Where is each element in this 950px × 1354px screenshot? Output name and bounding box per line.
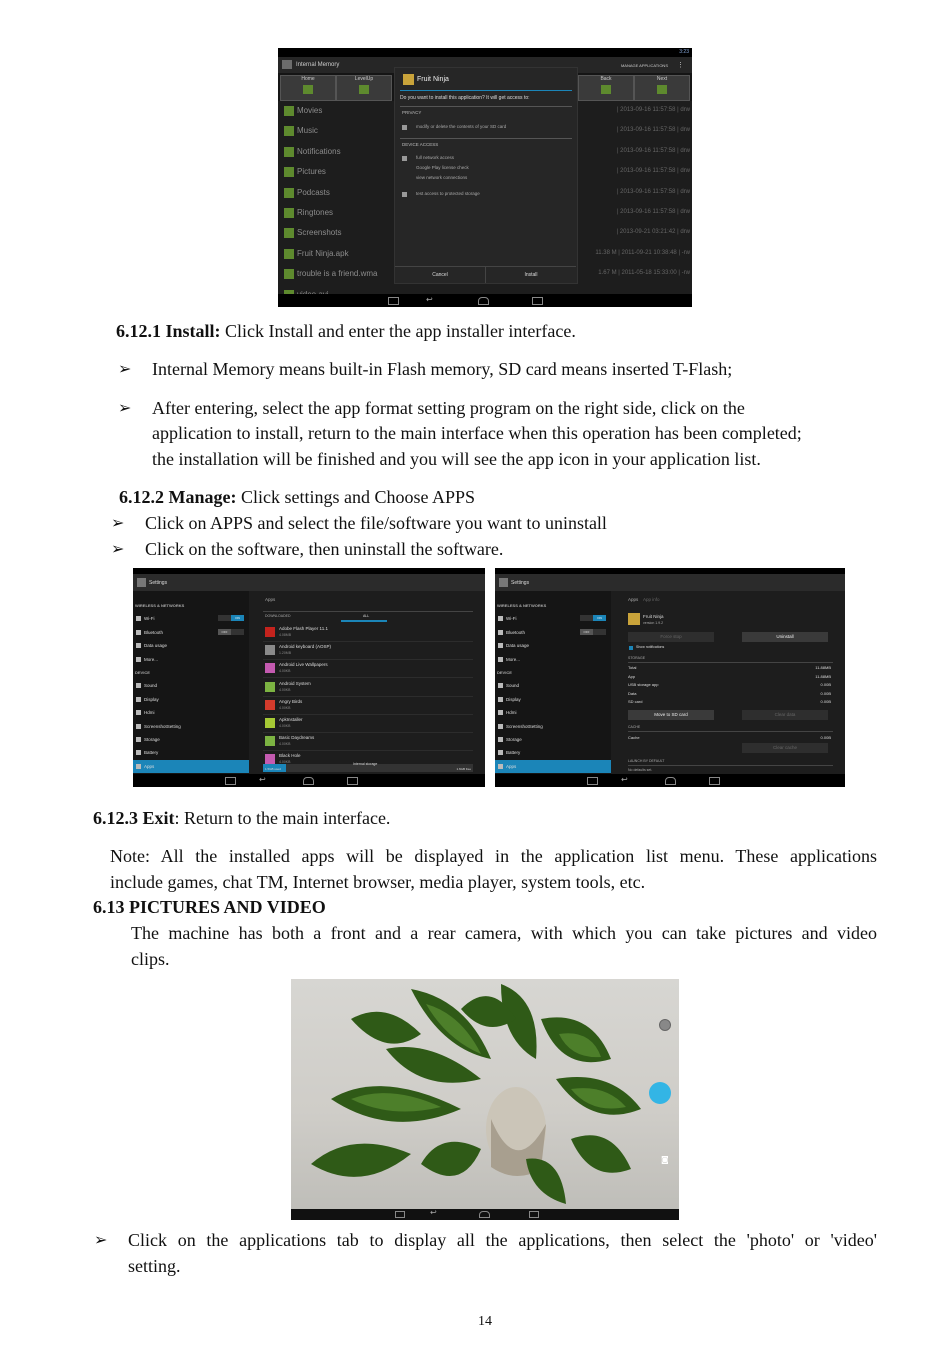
settings-icon — [499, 578, 508, 587]
sidebar-item-label: Sound — [506, 683, 520, 689]
toggle-switch[interactable] — [218, 629, 244, 635]
settings-menu — [495, 591, 611, 774]
storage-row-value: 0.00B — [820, 682, 831, 688]
storage-bar — [263, 764, 473, 772]
toggle-switch[interactable] — [580, 615, 606, 621]
settings-action-bar — [495, 574, 845, 591]
file-details: | 2013-09-21 03:21:42 | drw — [616, 229, 690, 236]
tab-all[interactable]: ALL — [363, 614, 370, 618]
sidebar-item-label: Apps — [506, 763, 517, 769]
menu-item-icon — [136, 630, 141, 635]
recents-nav-icon[interactable] — [529, 1211, 539, 1218]
next-icon — [657, 85, 667, 94]
home-icon — [303, 85, 313, 94]
install-bullet-1: Internal Memory means built-in Flash memory, SD card means inserted T-Flash; — [152, 359, 733, 379]
menu-item-icon — [498, 710, 503, 715]
menu-item-icon — [498, 630, 503, 635]
toggle-on-label: ON — [231, 615, 244, 621]
note-line-1: Note: All the installed apps will be displayed in the application list menu. These applications — [110, 846, 877, 866]
camera-bullet-line-1: Click on the applications tab to display all the applications, then select the 'photo' or 'video' — [128, 1230, 877, 1250]
file-name: Notifications — [297, 146, 341, 156]
storage-row-label: Total — [628, 665, 637, 670]
sidebar-item[interactable] — [133, 653, 249, 666]
menu-item-icon — [136, 683, 141, 688]
app-size: 4.00KB — [279, 705, 291, 710]
manage-bullet-2: Click on the software, then uninstall the software. — [145, 539, 504, 559]
sidebar-item[interactable] — [495, 706, 611, 719]
file-details: 1.67 M | 2011-05-18 15:33:00 | -rw — [598, 270, 690, 277]
sidebar-item[interactable] — [495, 653, 611, 666]
dialog-question: Do you want to install this application? It will get access to: — [400, 95, 530, 101]
sidebar-item-label: Hdmi — [506, 710, 517, 716]
sidebar-item[interactable] — [133, 760, 249, 773]
sidebar-item[interactable] — [133, 693, 249, 706]
menu-item-icon — [136, 710, 141, 715]
sidebar-item[interactable] — [495, 626, 611, 639]
toggle-switch[interactable] — [218, 615, 244, 621]
storage-row-label: App — [628, 673, 636, 679]
force-stop-button[interactable]: Force stop — [628, 632, 714, 642]
sidebar-item-label: Apps — [144, 763, 155, 769]
sidebar-item-label: More... — [506, 656, 521, 662]
app-name: ApkInstaller — [279, 717, 303, 722]
sidebar-item-label: Storage — [144, 737, 160, 742]
settings-menu — [133, 591, 249, 774]
settings-icon — [137, 578, 146, 587]
storage-icon — [402, 192, 407, 197]
app-name: Black Hole — [279, 753, 301, 759]
app-icon — [265, 663, 275, 673]
app-info-header: Apps — [628, 597, 639, 602]
fruit-ninja-icon — [403, 74, 414, 85]
file-details: | 2013-09-16 11:57:58 | drw — [616, 209, 690, 215]
folder-icon — [282, 60, 292, 69]
cache-value: 0.00B — [820, 735, 831, 740]
sidebar-item-label: Wi-Fi — [144, 616, 155, 622]
back-nav-icon[interactable]: ↩ — [430, 1208, 437, 1217]
file-name: Fruit Ninja.apk — [297, 248, 349, 258]
app-list-item[interactable] — [263, 714, 473, 733]
app-name: Android Live Wallpapers — [279, 662, 328, 668]
sidebar-item[interactable] — [133, 720, 249, 733]
tab-downloaded[interactable]: DOWNLOADED — [265, 614, 291, 618]
overflow-menu-icon[interactable]: ⋮ — [677, 62, 684, 69]
camera-switch-icon[interactable] — [659, 1019, 671, 1031]
bullet-arrow-icon: ➢ — [94, 1230, 108, 1249]
app-icon — [265, 700, 275, 710]
file-name: Ringtones — [297, 208, 334, 217]
uninstall-button[interactable]: Uninstall — [742, 632, 828, 642]
app-icon — [265, 645, 275, 655]
app-name: Angry Birds — [279, 698, 303, 704]
storage-row-value: 11.88MB — [815, 665, 831, 670]
app-name: Fruit Ninja — [643, 614, 664, 619]
storage-row-label: USB storage app — [628, 682, 659, 688]
storage-row-value: 0.00B — [820, 699, 831, 705]
app-info-sub: App info — [643, 597, 660, 602]
app-icon — [265, 718, 275, 728]
fruit-ninja-icon — [628, 613, 640, 625]
wifi-icon — [402, 156, 407, 161]
file-name: Screenshots — [297, 228, 342, 238]
sidebar-item[interactable] — [133, 746, 249, 759]
sidebar-item[interactable] — [133, 612, 249, 625]
page-number: 14 — [478, 1314, 492, 1329]
usb-icon — [402, 125, 407, 130]
menu-item-icon — [498, 697, 503, 702]
show-notifications-label: Show notifications — [636, 645, 665, 649]
manage-applications-button[interactable]: MANAGE APPLICATIONS — [620, 63, 668, 68]
sidebar-item[interactable] — [133, 626, 249, 639]
settings-section-header — [495, 666, 611, 679]
storage-row-label: Data — [628, 690, 637, 696]
sidebar-item-label: Data usage — [506, 643, 530, 649]
pictures-line-1: The machine has both a front and a rear camera, with which you can take pictures and video — [131, 923, 877, 943]
menu-item-icon — [498, 737, 503, 742]
sidebar-item[interactable] — [495, 639, 611, 652]
folder-icon — [284, 106, 294, 116]
sidebar-item[interactable] — [495, 693, 611, 706]
checkbox-icon[interactable] — [629, 646, 633, 650]
toggle-off-label: OFF — [218, 629, 231, 635]
file-name: Pictures — [297, 167, 326, 177]
folder-icon — [284, 167, 294, 177]
move-to-sd-button[interactable]: Move to SD card — [628, 710, 714, 720]
folder-icon — [284, 228, 294, 238]
sidebar-item-label: Battery — [506, 750, 521, 756]
menu-item-icon — [498, 616, 503, 621]
app-list-item[interactable] — [263, 696, 473, 715]
folder-icon — [284, 208, 294, 218]
pictures-heading: 6.13 PICTURES AND VIDEO — [93, 897, 326, 917]
app-icon — [265, 682, 275, 692]
storage-row-label: SD card — [628, 699, 643, 705]
clear-cache-button[interactable]: Clear cache — [742, 743, 828, 753]
app-size: 4.00KB — [279, 687, 291, 692]
folder-icon — [284, 249, 294, 259]
home-nav-icon[interactable] — [479, 1211, 490, 1218]
shutter-button[interactable] — [649, 1082, 671, 1104]
app-size: 4.00KB — [279, 742, 291, 747]
menu-item-icon — [136, 737, 141, 742]
menu-item-icon — [498, 724, 503, 729]
menu-item-icon — [498, 750, 503, 755]
sidebar-item-label: Display — [506, 696, 521, 702]
toggle-off-label: OFF — [580, 629, 593, 635]
file-details: | 2013-09-16 11:57:58 | drw — [616, 188, 690, 195]
app-size: 4.08MB — [279, 633, 292, 637]
install-text: Click Install and enter the app installer interface. — [220, 321, 576, 341]
app-info-panel — [613, 591, 845, 774]
sidebar-item[interactable] — [495, 760, 611, 773]
settings-section-header — [495, 599, 611, 612]
dialog-title: Fruit Ninja — [417, 76, 449, 83]
back-nav-icon[interactable]: ↩ — [621, 775, 628, 784]
app-size: 4.00KB — [279, 669, 291, 674]
sidebar-item-label: Bluetooth — [144, 629, 164, 635]
sidebar-item[interactable] — [495, 733, 611, 746]
screenshot-icon[interactable] — [225, 777, 236, 785]
sidebar-item[interactable] — [495, 746, 611, 759]
storage-header: STORAGE — [628, 656, 646, 660]
apps-panel — [251, 591, 485, 774]
app-icon — [265, 627, 275, 637]
exit-heading: 6.12.3 Exit — [93, 808, 175, 828]
settings-section-header — [133, 666, 249, 679]
bullet-arrow-icon: ➢ — [111, 539, 125, 558]
recents-nav-icon[interactable] — [709, 777, 720, 785]
sidebar-item-label: Display — [144, 696, 159, 702]
levelup-icon — [359, 85, 369, 94]
file-details: | 2013-09-16 11:57:58 | drw — [616, 147, 690, 154]
menu-item-icon — [498, 683, 503, 688]
toggle-on-label: ON — [593, 615, 606, 621]
camera-bullet-line-2: setting. — [128, 1256, 181, 1276]
sidebar-item-label: Sound — [144, 683, 158, 689]
file-name: trouble is a friend.wma — [297, 269, 378, 279]
menu-item-icon — [136, 764, 141, 769]
bullet-arrow-icon: ➢ — [118, 359, 132, 378]
menu-item-icon — [498, 643, 503, 648]
manage-heading-line — [119, 485, 475, 511]
recents-nav-icon[interactable] — [347, 777, 358, 785]
screenshot-icon[interactable] — [587, 777, 598, 785]
sidebar-item-label: ScreenshotSetting — [144, 723, 181, 729]
file-name: Music — [297, 126, 318, 136]
screenshot-icon[interactable] — [395, 1211, 405, 1218]
nav-bar — [495, 774, 845, 787]
home-nav-icon[interactable] — [665, 777, 676, 785]
install-heading-line — [116, 319, 576, 345]
settings-apps-screenshot — [133, 568, 485, 787]
folder-icon — [284, 126, 294, 136]
install-dialog — [394, 67, 578, 284]
install-heading: 6.12.1 Install: — [116, 321, 221, 341]
file-details: | 2013-09-16 11:57:58 | drw — [616, 168, 690, 175]
apps-header: Apps — [265, 597, 276, 602]
bullet-arrow-icon: ➢ — [111, 513, 125, 532]
sidebar-item-label: DEVICE — [497, 670, 512, 675]
tab-back[interactable]: Back — [578, 75, 634, 101]
app-name: Adobe Flash Player 11.1 — [279, 626, 328, 631]
sidebar-item[interactable] — [495, 720, 611, 733]
storage-bar-label: Internal storage — [353, 762, 378, 766]
sidebar-item-label: Data usage — [144, 643, 168, 649]
install-button[interactable]: Install — [486, 266, 576, 283]
app-name: Android keyboard (AOSP) — [279, 644, 332, 650]
sidebar-item-label: DEVICE — [135, 670, 150, 675]
launch-default-header: LAUNCH BY DEFAULT — [628, 759, 665, 763]
storage-item: test access to protected storage — [416, 191, 480, 196]
status-time: 3:23 — [679, 49, 689, 55]
file-details: | 2013-09-16 11:57:58 | drw — [616, 107, 690, 113]
file-name: Podcasts — [297, 187, 330, 197]
folder-icon — [284, 147, 294, 157]
recents-nav-icon[interactable] — [532, 297, 543, 305]
tab-next[interactable]: Next — [634, 75, 690, 101]
app-icon — [265, 754, 275, 764]
app-name: Android System — [279, 680, 311, 686]
install-bullet-2-line-1: After entering, select the app format setting program on the right side, click on the — [152, 398, 745, 418]
storage-used: 1.5GB used — [265, 767, 281, 771]
app-size: 4.00KB — [279, 760, 291, 765]
app-name: Basic Daydreams — [279, 735, 315, 741]
file-name: Movies — [297, 106, 323, 115]
nav-bar — [133, 774, 485, 787]
menu-item-icon — [136, 750, 141, 755]
install-bullet-2-line-2: application to install, return to the main interface when this operation has been completed; — [152, 423, 802, 443]
settings-title: Settings — [511, 580, 530, 586]
nav-bar — [278, 294, 692, 307]
app-list-item[interactable] — [263, 732, 473, 751]
back-nav-icon[interactable]: ↩ — [259, 775, 266, 784]
sidebar-item[interactable] — [133, 733, 249, 746]
tab-levelup[interactable]: LevelUp — [336, 75, 392, 101]
app-version: version 1.9.2 — [643, 621, 664, 625]
sidebar-item-label: Battery — [144, 750, 159, 756]
app-size: 4.00KB — [279, 724, 291, 728]
app-icon — [265, 736, 275, 746]
manage-bullet-1: Click on APPS and select the file/software you want to uninstall — [145, 513, 607, 533]
sidebar-item[interactable] — [133, 639, 249, 652]
clear-data-button[interactable]: Clear data — [742, 710, 828, 720]
app-list-item[interactable] — [263, 623, 473, 642]
action-title: Internal Memory — [296, 62, 340, 68]
menu-item-icon — [498, 764, 503, 769]
sidebar-item[interactable] — [133, 706, 249, 719]
app-list-item[interactable] — [263, 641, 473, 660]
home-nav-icon[interactable] — [303, 777, 314, 785]
sidebar-item[interactable] — [495, 612, 611, 625]
sidebar-item-label: Bluetooth — [506, 629, 526, 635]
sidebar-item-label: Hdmi — [144, 710, 155, 716]
camera-preview-photo — [291, 979, 679, 1220]
settings-section-header — [133, 599, 249, 612]
status-bar — [278, 48, 692, 57]
settings-title: Settings — [149, 580, 168, 586]
menu-item-icon — [136, 697, 141, 702]
settings-app-info-screenshot — [495, 568, 845, 787]
menu-item-icon — [136, 657, 141, 662]
sidebar-item-label: WIRELESS & NETWORKS — [497, 603, 547, 608]
menu-item-icon — [136, 616, 141, 621]
exit-text: : Return to the main interface. — [174, 808, 391, 828]
device-item-3: view network connections — [416, 175, 468, 180]
file-details: 11.38 M | 2011-09-21 10:38:48 | -rw — [595, 249, 690, 256]
file-details: | 2013-09-16 11:57:58 | drw — [616, 127, 690, 134]
menu-item-icon — [136, 724, 141, 729]
sidebar-item[interactable] — [495, 679, 611, 692]
back-nav-icon[interactable]: ↩ — [426, 295, 433, 304]
sidebar-item-label: Storage — [506, 737, 522, 742]
app-size: 1.20MB — [279, 651, 292, 656]
note-line-2: include games, chat TM, Internet browser, media player, system tools, etc. — [110, 872, 646, 892]
plant-illustration — [291, 979, 679, 1220]
cache-label: Cache — [628, 735, 640, 740]
manage-text: Click settings and Choose APPS — [236, 487, 476, 507]
device-item-1: full network access — [416, 155, 455, 160]
menu-item-icon — [136, 643, 141, 648]
screenshot-icon[interactable] — [388, 297, 399, 305]
app-list-item[interactable] — [263, 659, 473, 678]
cancel-button[interactable]: Cancel — [395, 266, 486, 283]
no-defaults-text: No defaults set. — [628, 768, 653, 772]
storage-row-value: 0.00B — [820, 690, 831, 696]
privacy-item: modify or delete the contents of your SD card — [416, 124, 507, 129]
cache-header: CACHE — [628, 725, 641, 729]
sidebar-item-label: More... — [144, 656, 159, 662]
settings-action-bar — [133, 574, 485, 591]
sidebar-item[interactable] — [133, 679, 249, 692]
bullet-arrow-icon: ➢ — [118, 398, 132, 417]
install-bullet-2-line-3: the installation will be finished and you will see the app icon in your application list. — [152, 449, 761, 469]
sidebar-item-label: WIRELESS & NETWORKS — [135, 603, 185, 608]
home-nav-icon[interactable] — [478, 297, 489, 305]
tab-home[interactable]: Home — [280, 75, 336, 101]
sidebar-item-label: Wi-Fi — [506, 616, 517, 622]
storage-row-value: 11.88MB — [815, 673, 831, 679]
folder-icon — [284, 188, 294, 198]
manage-heading: 6.12.2 Manage: — [119, 487, 237, 507]
app-list-item[interactable] — [263, 678, 473, 697]
installer-screenshot — [278, 48, 692, 307]
storage-free: 1.6GB free — [456, 767, 471, 771]
menu-item-icon — [498, 657, 503, 662]
exit-heading-line — [93, 806, 390, 832]
pictures-line-2: clips. — [131, 949, 170, 969]
device-item-2: Google Play license check — [416, 165, 469, 170]
sidebar-item-label: ScreenshotSetting — [506, 723, 543, 729]
toggle-switch[interactable] — [580, 629, 606, 635]
folder-icon — [284, 269, 294, 279]
back-icon — [601, 85, 611, 94]
device-access-header: DEVICE ACCESS — [402, 142, 439, 147]
camera-mode-icon[interactable]: ◙ — [661, 1155, 669, 1164]
privacy-header: PRIVACY — [402, 110, 422, 115]
